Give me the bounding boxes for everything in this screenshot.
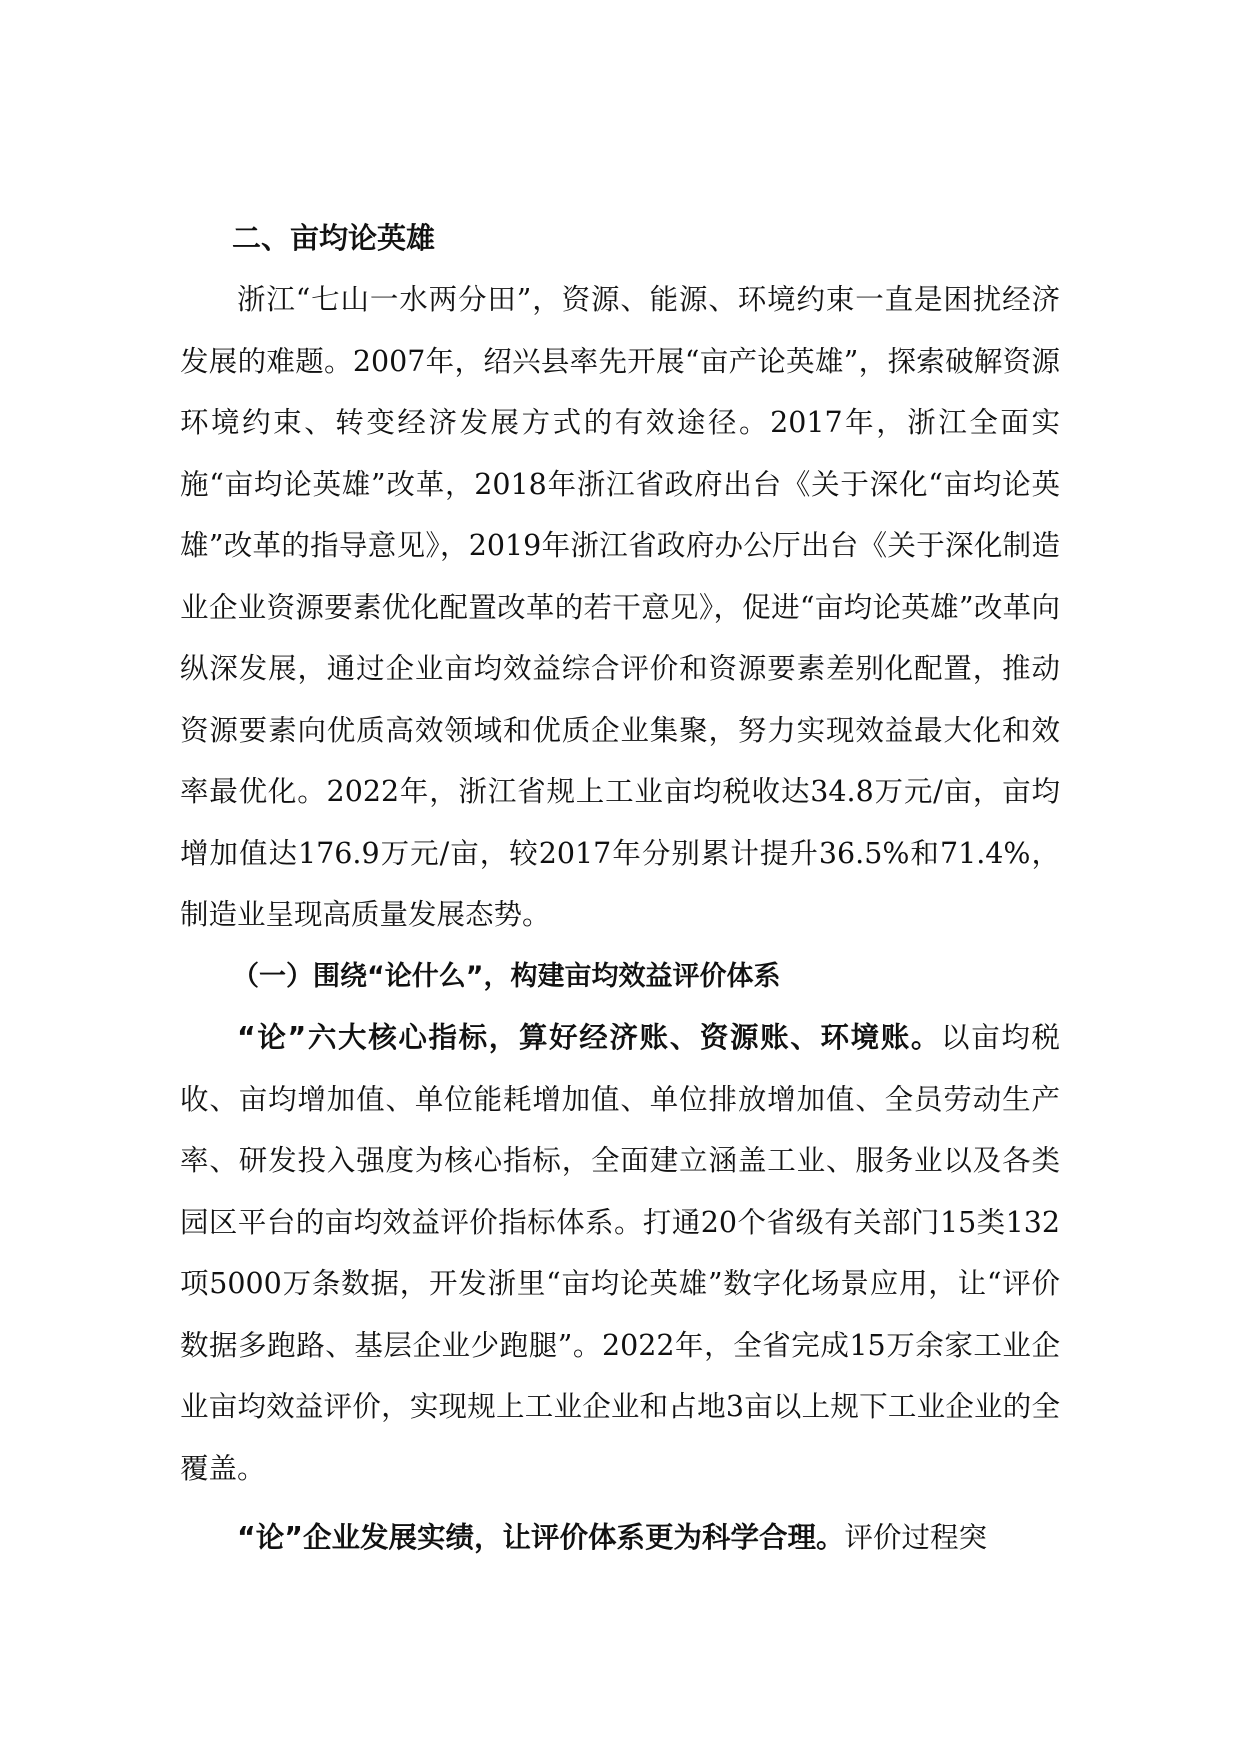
paragraph-body-indicators: 以亩均税收、亩均增加值、单位能耗增加值、单位排放增加值、全员劳动生产率、研发投入强度为核心指标，全面建立涵盖工业、服务业以及各类园区平台的亩均效益评价指标体系。打通20个省级有关部门15类132项5000万条数据，开发浙里“亩均论英雄”数字化场景应用，让“评价数据多跑路、基层企业少跑腿”。2022年，全省完成15万余家工业企业亩均效益评价，实现规上工业企业和占地3亩以上规下工业企业的全覆盖。 — [180, 1021, 1060, 1485]
paragraph-lead-performance: “论”企业发展实绩，让评价体系更为科学合理。 — [237, 1521, 845, 1554]
intro-paragraph: 浙江“七山一水两分田”，资源、能源、环境约束一直是困扰经济发展的难题。2007年，绍兴县率先开展“亩产论英雄”，探索破解资源环境约束、转变经济发展方式的有效途径。2017年，浙江全面实施“亩均论英雄”改革，2018年浙江省政府出台《关于深化“亩均论英雄”改革的指导意见》，2019年浙江省政府办公厅出台《关于深化制造业企业资源要素优化配置改革的若干意见》，促进“亩均论英雄”改革向纵深发展，通过企业亩均效益综合评价和资源要素差别化配置，推动资源要素向优质高效领域和优质企业集聚，努力实现效益最大化和效率最优化。2022年，浙江省规上工业亩均税收达34.8万元/亩，亩均增加值达176.9万元/亩，较2017年分别累计提升36.5%和71.4%，制造业呈现高质量发展态势。 — [180, 283, 1060, 931]
paragraph-gap — [180, 1499, 1060, 1507]
subsection-heading: （一）围绕“论什么”，构建亩均效益评价体系 — [232, 960, 781, 992]
section-heading: 二、亩均论英雄 — [232, 221, 436, 255]
paragraph-lead-indicators: “论”六大核心指标，算好经济账、资源账、环境账。 — [237, 1021, 942, 1054]
paragraph-body-performance: 评价过程突 — [844, 1521, 987, 1554]
document-body — [180, 208, 1060, 1569]
indicators-paragraph — [180, 1007, 1060, 1499]
performance-paragraph — [180, 1507, 1060, 1569]
